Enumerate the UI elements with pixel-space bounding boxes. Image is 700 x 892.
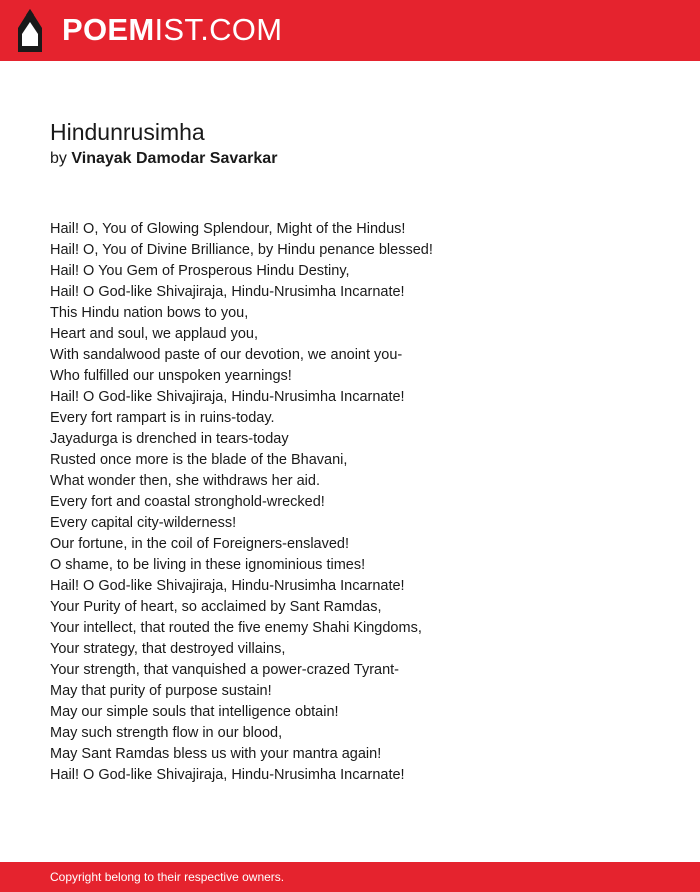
poem-line: With sandalwood paste of our devotion, we anoint you- bbox=[50, 347, 403, 363]
poem-line: Your intellect, that routed the five enemy Shahi Kingdoms, bbox=[50, 620, 422, 636]
site-header bbox=[0, 0, 700, 61]
poem-line: Your Purity of heart, so acclaimed by Sant Ramdas, bbox=[50, 599, 382, 615]
byline-prefix: by bbox=[50, 150, 67, 167]
poem-line: Heart and soul, we applaud you, bbox=[50, 326, 258, 342]
poem-line: May that purity of purpose sustain! bbox=[50, 683, 272, 699]
poem-line: Jayadurga is drenched in tears-today bbox=[50, 431, 289, 447]
copyright-text: Copyright belong to their respective owners. bbox=[50, 870, 285, 884]
poem-line: Hail! O God-like Shivajiraja, Hindu-Nrusimha Incarnate! bbox=[50, 284, 405, 300]
poem-line: Your strength, that vanquished a power-crazed Tyrant- bbox=[50, 662, 400, 678]
poem-line: Hail! O God-like Shivajiraja, Hindu-Nrusimha Incarnate! bbox=[50, 389, 405, 405]
poem-line: Hail! O God-like Shivajiraja, Hindu-Nrusimha Incarnate! bbox=[50, 578, 405, 594]
site-footer bbox=[0, 862, 700, 892]
poem-line: May our simple souls that intelligence obtain! bbox=[50, 704, 339, 720]
poem-line: Every capital city-wilderness! bbox=[50, 515, 237, 531]
poem-line: May Sant Ramdas bless us with your mantra again! bbox=[50, 746, 382, 762]
poem-line: Every fort and coastal stronghold-wrecked! bbox=[50, 494, 325, 510]
poem-line: Rusted once more is the blade of the Bhavani, bbox=[50, 452, 348, 468]
poem-line: Our fortune, in the coil of Foreigners-enslaved! bbox=[50, 536, 350, 552]
poem-line: Hail! O, You of Glowing Splendour, Might of the Hindus! bbox=[50, 221, 406, 237]
poem-line: Hail! O God-like Shivajiraja, Hindu-Nrusimha Incarnate! bbox=[50, 767, 405, 783]
pencil-icon bbox=[18, 9, 42, 52]
poem-title: Hindunrusimha bbox=[50, 119, 205, 145]
logo-bold-text: POEM bbox=[62, 12, 155, 47]
poem-line: O shame, to be living in these ignominious times! bbox=[50, 557, 366, 573]
poem-line: This Hindu nation bows to you, bbox=[50, 305, 249, 321]
poem-line: What wonder then, she withdraws her aid. bbox=[50, 473, 320, 489]
logo-light-text: IST.COM bbox=[154, 12, 283, 47]
byline bbox=[50, 149, 277, 169]
poem-line: May such strength flow in our blood, bbox=[50, 725, 283, 741]
poem-line: Hail! O, You of Divine Brilliance, by Hindu penance blessed! bbox=[50, 242, 433, 258]
site-logo[interactable] bbox=[62, 12, 282, 48]
poem-line: Who fulfilled our unspoken yearnings! bbox=[50, 368, 292, 384]
poem-line: Hail! O You Gem of Prosperous Hindu Destiny, bbox=[50, 263, 350, 279]
poem-line: Your strategy, that destroyed villains, bbox=[50, 641, 286, 657]
poem-body bbox=[50, 219, 433, 786]
poem-line: Every fort rampart is in ruins-today. bbox=[50, 410, 275, 426]
author-name: Vinayak Damodar Savarkar bbox=[71, 150, 278, 167]
